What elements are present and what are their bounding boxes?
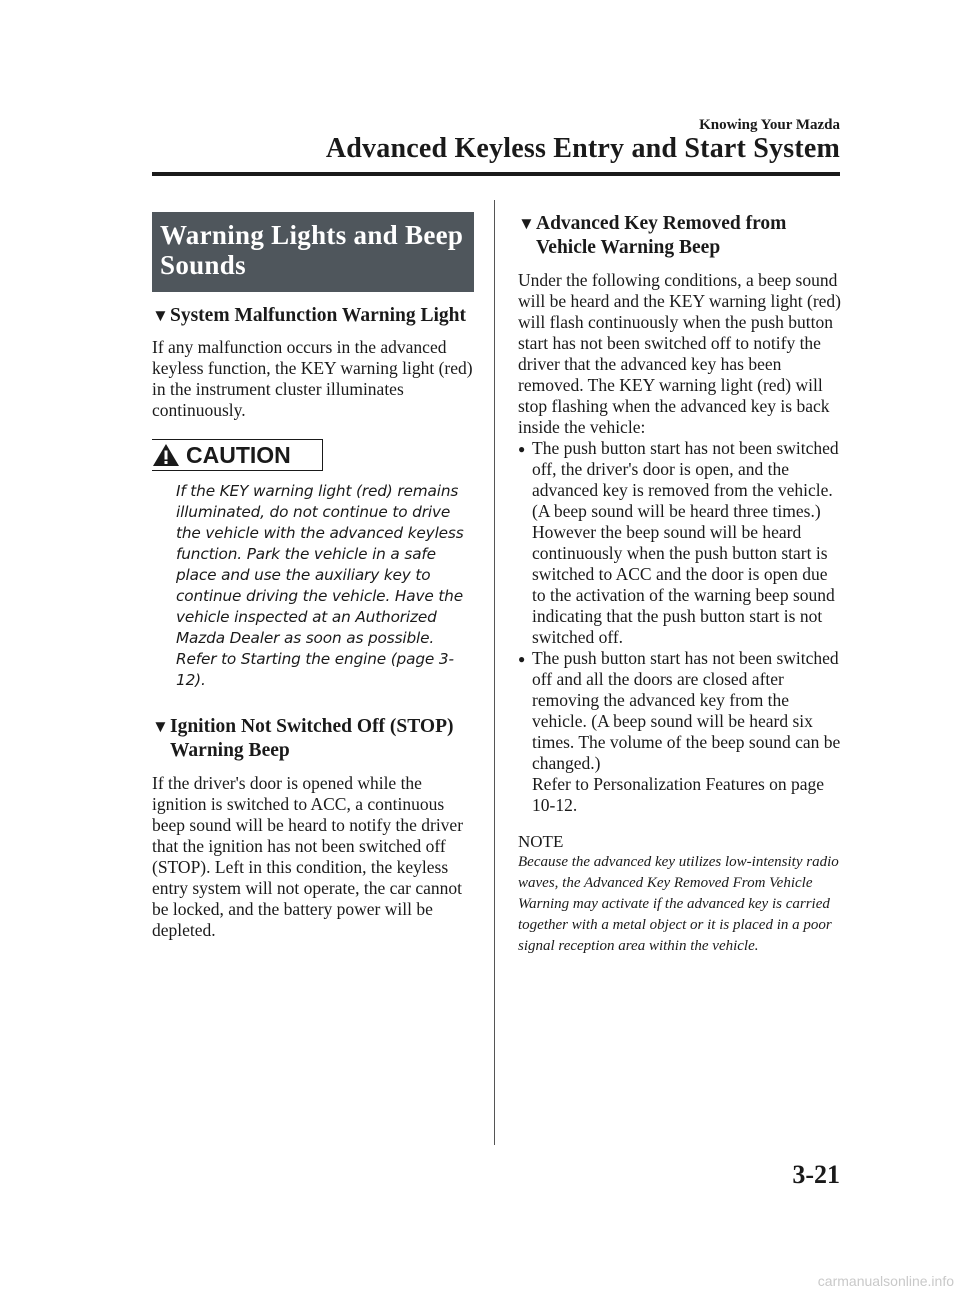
left-column	[152, 212, 474, 941]
subheading-system-malfunction	[152, 304, 474, 328]
body-paragraph: Under the following conditions, a beep sound will be heard and the KEY warning light (red) will flash continuously when the push button start has not been switched off to notify the driver that the advanced key has been removed. The KEY warning light (red) will stop flashing when the advanced key is back inside the vehicle:	[518, 270, 841, 437]
caution-block	[152, 439, 474, 691]
section-title-banner: Warning Lights and Beep Sounds	[152, 212, 474, 292]
subheading-text: System Malfunction Warning Light	[170, 305, 466, 326]
caution-text: If the KEY warning light (red) remains illuminated, do not continue to drive the vehicle with the advanced keyless function. Park the vehicle in a safe place and use the auxiliary key to continue driving the vehicle. Have the vehicle inspected at an Authorized Mazda Dealer as soon as possible. Refer to Starting the engine (page 3-12).	[176, 482, 464, 689]
subheading-text: Ignition Not Switched Off (STOP) Warning Beep	[170, 716, 454, 761]
note-text: Because the advanced key utilizes low-intensity radio waves, the Advanced Key Removed From Vehicle Warning may activate if the advanced key is carried together with a metal object or it is placed in a poor signal reception area within the vehicle.	[518, 854, 839, 954]
subheading-text: Advanced Key Removed from Vehicle Warning Beep	[536, 213, 787, 258]
list-item	[518, 438, 844, 648]
note-label: NOTE	[518, 832, 564, 851]
list-item-extra: Refer to Personalization Features on page 10-12.	[532, 774, 825, 815]
caution-label: CAUTION	[186, 441, 291, 468]
body-paragraph: If any malfunction occurs in the advanced keyless function, the KEY warning light (red) in the instrument cluster illuminates continuously.	[152, 337, 473, 420]
caution-header	[152, 439, 323, 471]
watermark: carmanualsonline.info	[817, 1273, 954, 1289]
header-title: Advanced Keyless Entry and Start System	[325, 133, 840, 164]
list-item-extra: However the beep sound will be heard continuously when the push button start is switched to ACC and the door is open due to the activation of the warning beep sound indicating that the push button start is not switched off.	[532, 522, 835, 647]
list-item	[518, 648, 844, 816]
warning-triangle-icon	[152, 442, 180, 468]
down-triangle-icon: ▼	[152, 306, 169, 325]
header-section-label: Knowing Your Mazda	[699, 117, 840, 133]
subheading-ignition-not-switched-off	[152, 715, 474, 763]
subheading-advanced-key-removed	[518, 212, 844, 260]
down-triangle-icon: ▼	[518, 214, 535, 233]
bullet-dot-icon: ●	[518, 442, 526, 456]
list-item-text: The push button start has not been switched off and all the doors are closed after removing the advanced key from the vehicle. (A beep sound will be heard six times. The volume of the beep sound can be changed.)	[532, 648, 841, 773]
body-paragraph: If the driver's door is opened while the ignition is switched to ACC, a continuous beep sound will be heard to notify the driver that the ignition has not been switched off (STOP). Left in this condition, the keyless entry system will not operate, the car cannot be locked, and the battery power will be depleted.	[152, 773, 464, 940]
header-rule	[152, 172, 840, 176]
bullet-dot-icon: ●	[518, 652, 526, 666]
page-number: 3-21	[792, 1160, 840, 1189]
list-item-text: The push button start has not been switched off, the driver's door is open, and the advanced key is removed from the vehicle. (A beep sound will be heard three times.)	[532, 438, 839, 521]
column-divider	[494, 200, 495, 1145]
down-triangle-icon: ▼	[152, 717, 169, 736]
right-column	[518, 212, 844, 957]
